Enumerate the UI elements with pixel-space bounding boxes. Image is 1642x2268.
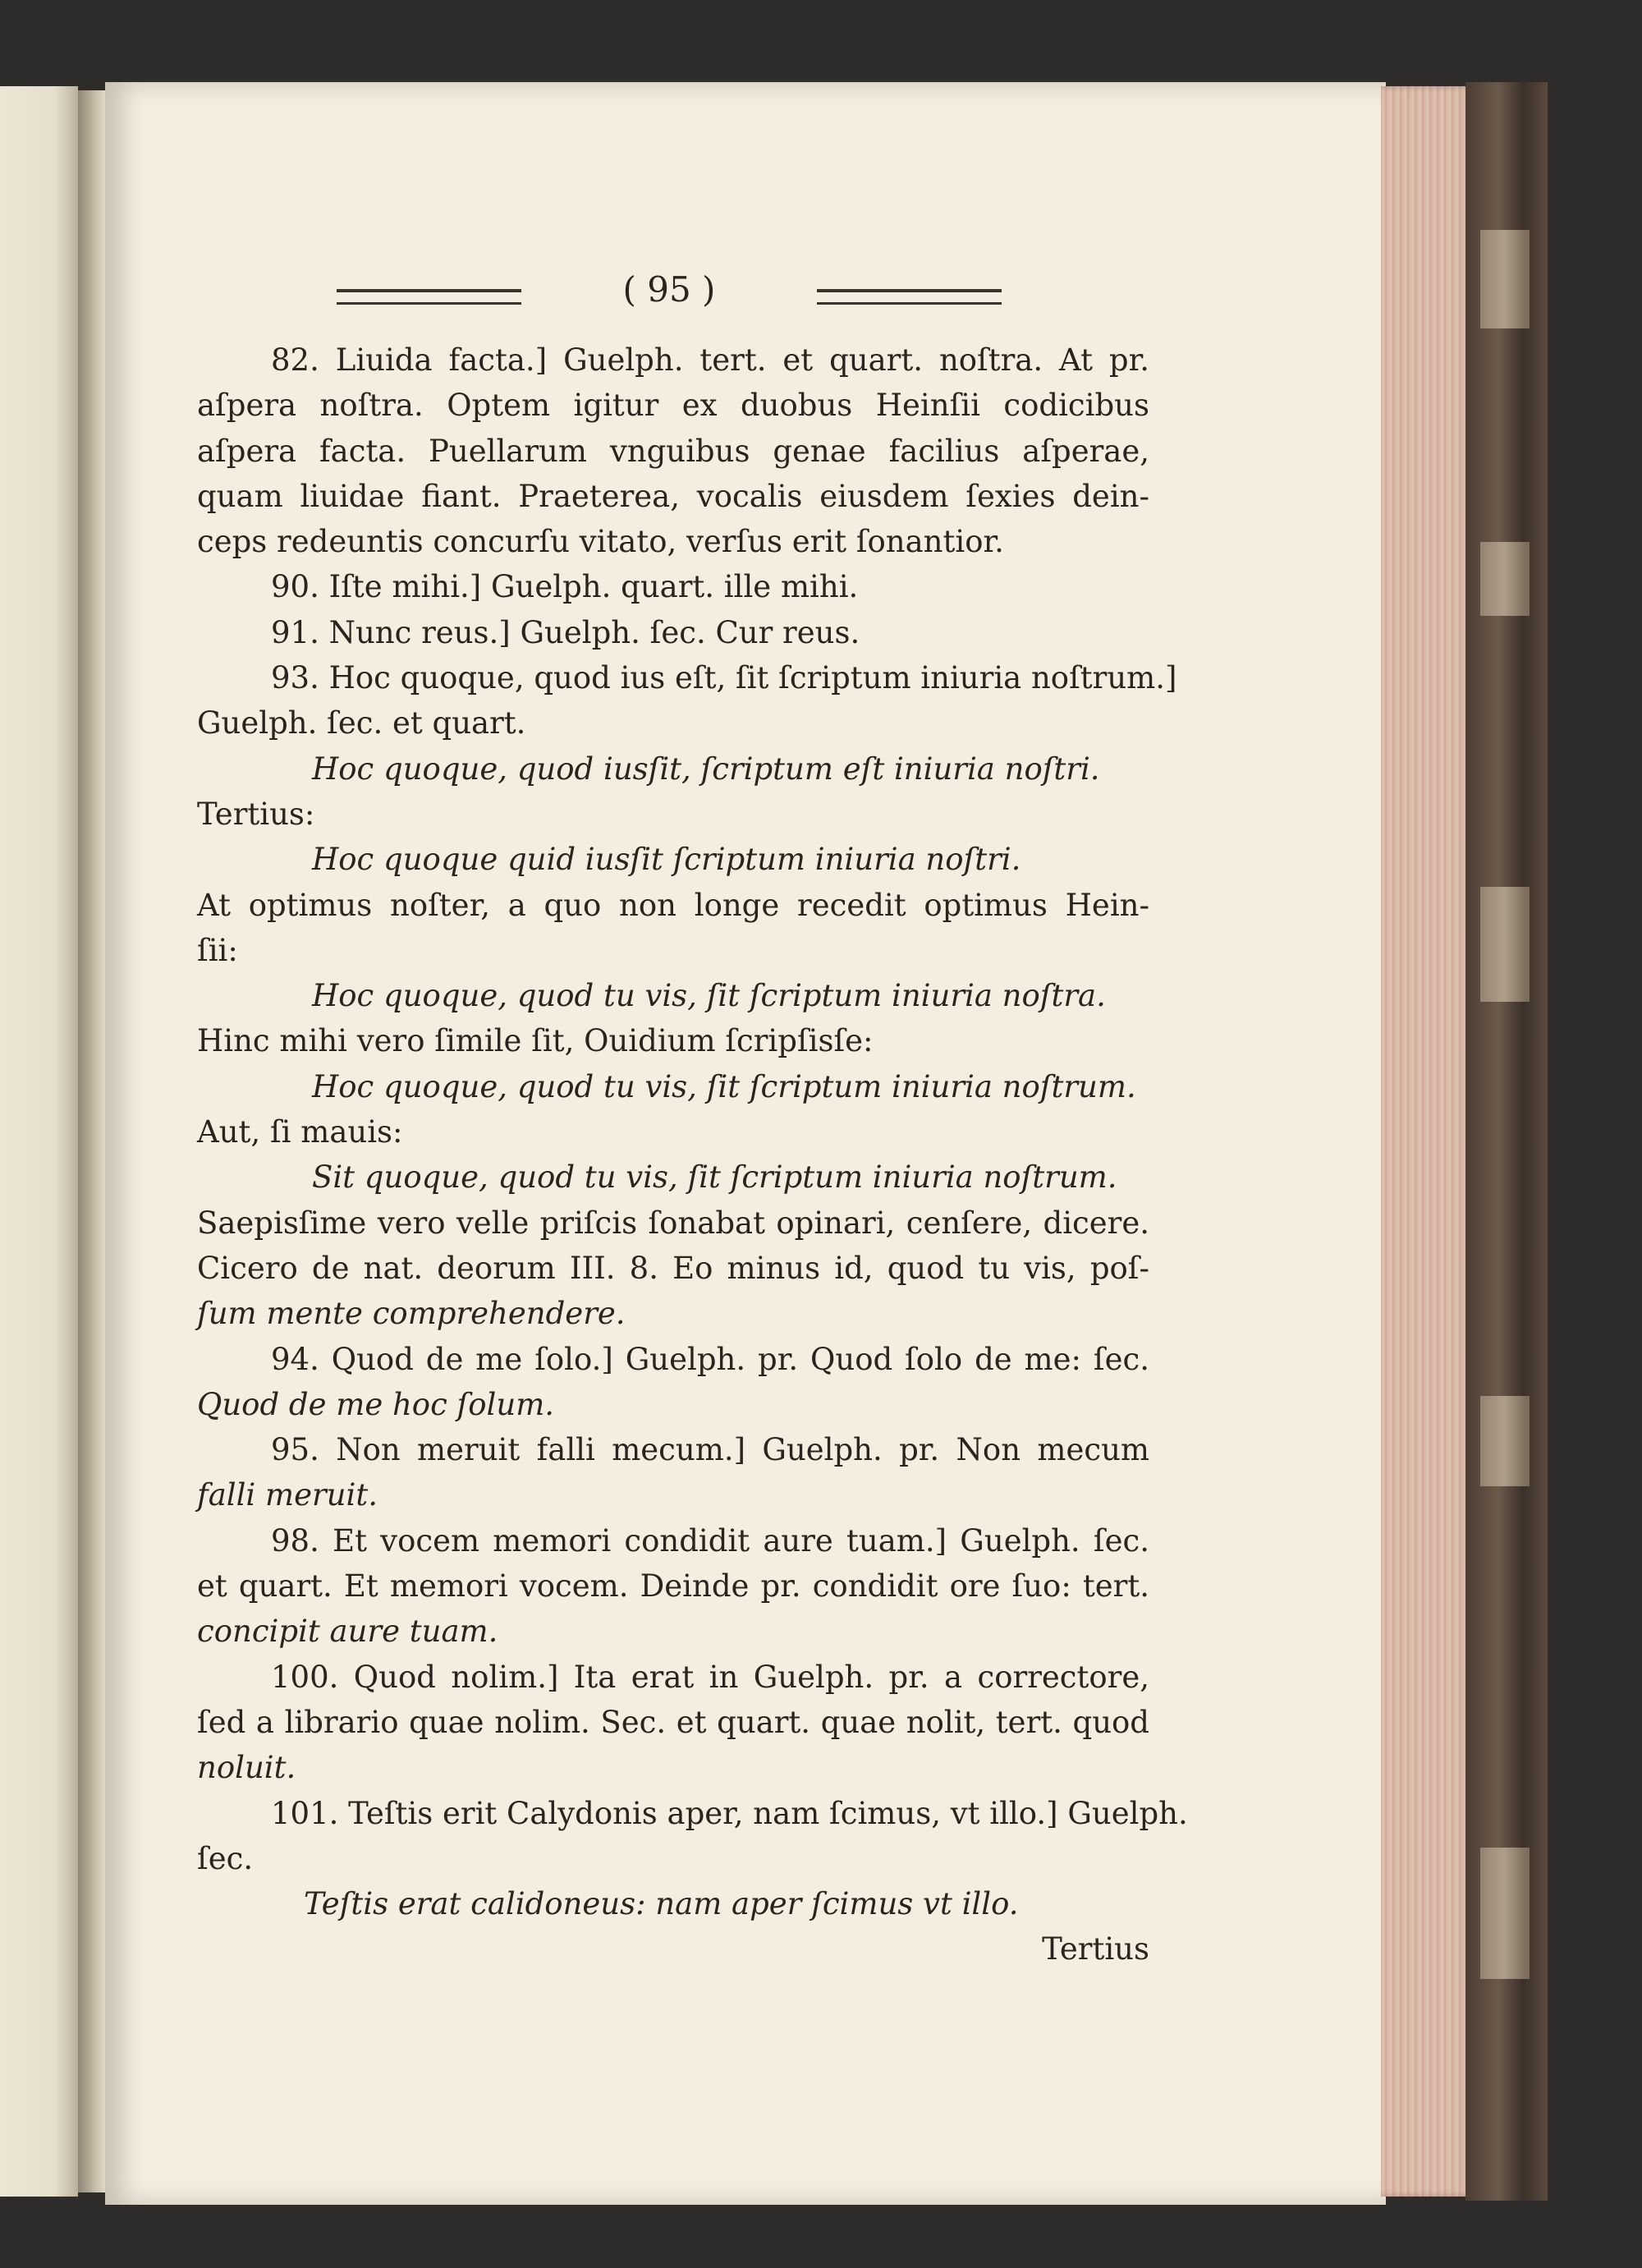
text-line: 94. Quod de me ſolo.] Guelph. pr. Quod ſolo de me: ſec. <box>271 1341 1149 1377</box>
text-line: 95. Non meruit falli mecum.] Guelph. pr. Non mecum <box>271 1432 1149 1468</box>
text-line: 100. Quod nolim.] Ita erat in Guelph. pr. a correctore, <box>271 1659 1149 1695</box>
quote-line: Teſtis erat calidoneus: nam aper ſcimus vt illo. <box>304 1886 1019 1922</box>
text-line: concipit aure tuam. <box>197 1614 498 1650</box>
text-line: Tertius: <box>197 796 315 832</box>
text-line: Guelph. ſec. et quart. <box>197 705 526 741</box>
text-line: noluit. <box>197 1750 296 1786</box>
text-line: 82. Liuida facta.] Guelph. tert. et quart. noſtra. At pr. <box>271 342 1149 378</box>
text-line: Quod de me hoc ſolum. <box>197 1386 555 1422</box>
text-line: 91. Nunc reus.] Guelph. ſec. Cur reus. <box>271 614 860 650</box>
quote-line: Hoc quoque, quod tu vis, ſit ſcriptum iniuria noſtrum. <box>312 1068 1136 1104</box>
text-line: Hinc mihi vero ſimile ſit, Ouidium ſcripſisſe: <box>197 1023 874 1059</box>
quote-line: Sit quoque, quod tu vis, ſit ſcriptum iniuria noſtrum. <box>312 1159 1117 1196</box>
left-page-edge <box>0 86 78 2197</box>
catchword: Tertius <box>1042 1931 1149 1967</box>
text-line: ſec. <box>197 1840 254 1876</box>
page-edges <box>1381 86 1471 2197</box>
text-line: ſii: <box>197 932 238 968</box>
text-line: ſum mente comprehendere. <box>197 1296 626 1332</box>
text-line: ſed a librario quae nolim. Sec. et quart. quae nolit, tert. quod <box>197 1704 1149 1740</box>
text-line: 93. Hoc quoque, quod ius eſt, ſit ſcriptum iniuria noſtrum.] <box>271 660 1177 696</box>
text-line: falli meruit. <box>197 1477 378 1513</box>
head-rule-left <box>337 289 521 305</box>
text-line: 98. Et vocem memori condidit aure tuam.] Guelph. ſec. <box>271 1522 1149 1559</box>
text-line: 101. Teſtis erit Calydonis aper, nam ſcimus, vt illo.] Guelph. <box>271 1795 1188 1831</box>
text-line: aſpera noſtra. Optem igitur ex duobus Heinſii codicibus <box>197 388 1149 424</box>
quote-line: Hoc quoque, quod iusſit, ſcriptum eſt iniuria noſtri. <box>312 751 1100 787</box>
running-head <box>337 269 1010 319</box>
text-body <box>197 337 1188 1972</box>
head-rule-right <box>817 289 1002 305</box>
quote-line: Hoc quoque, quod tu vis, ſit ſcriptum iniuria noſtra. <box>312 978 1106 1014</box>
text-line: ceps redeuntis concurſu vitato, verſus erit ſonantior. <box>197 524 1004 560</box>
quote-line: Hoc quoque quid iusſit ſcriptum iniuria noſtri. <box>312 842 1021 878</box>
book-cover-board <box>1465 82 1548 2201</box>
page-number: ( 95 ) <box>622 269 716 310</box>
text-line: 90. Iſte mihi.] Guelph. quart. ille mihi. <box>271 569 859 605</box>
text-line: Saepisſime vero velle priſcis ſonabat opinari, cenſere, dicere. <box>197 1205 1149 1241</box>
text-line: Aut, ſi mauis: <box>197 1114 403 1150</box>
text-line: quam liuidae fiant. Praeterea, vocalis eiusdem ſexies dein- <box>197 478 1149 514</box>
text-line: et quart. Et memori vocem. Deinde pr. condidit ore ſuo: tert. <box>197 1568 1149 1605</box>
text-line: Cicero de nat. deorum III. 8. Eo minus id, quod tu vis, poſ- <box>197 1250 1149 1286</box>
text-line: aſpera facta. Puellarum vnguibus genae facilius aſperae, <box>197 433 1149 469</box>
text-line: At optimus noſter, a quo non longe recedit optimus Hein- <box>197 887 1149 923</box>
